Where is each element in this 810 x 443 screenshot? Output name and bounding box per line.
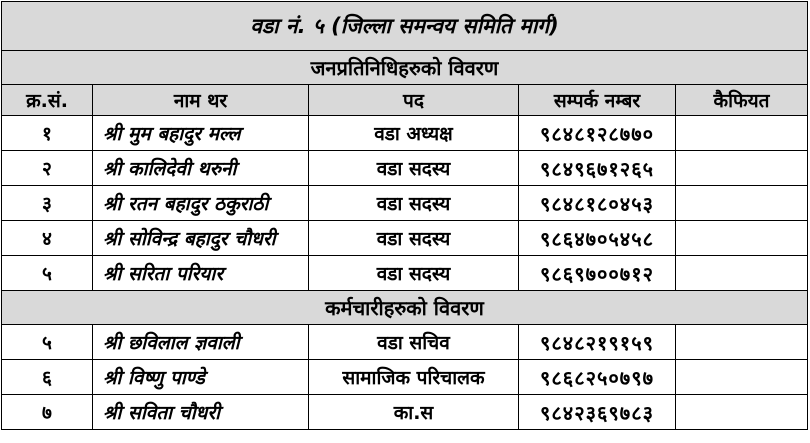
table-row <box>2 221 808 256</box>
cell-name: श्री सविता चौधरी <box>93 395 309 430</box>
cell-post: वडा सचिव <box>309 325 519 360</box>
column-header-remarks: कैफियत <box>676 85 808 116</box>
cell-sn: २ <box>2 151 93 186</box>
table-row <box>2 395 808 430</box>
table-row <box>2 116 808 151</box>
cell-remarks <box>676 395 808 430</box>
section-title-staff: कर्मचारीहरुको विवरण <box>2 291 808 325</box>
cell-phone: ९८६९७००७१२ <box>519 256 676 291</box>
cell-name: श्री विष्णु पाण्डे <box>93 360 309 395</box>
section-title-representatives: जनप्रतिनिधिहरुको विवरण <box>2 51 808 85</box>
cell-sn: १ <box>2 116 93 151</box>
cell-sn: ६ <box>2 360 93 395</box>
cell-name: श्री रतन बहादुर ठकुराठी <box>93 186 309 221</box>
cell-remarks <box>676 256 808 291</box>
cell-remarks <box>676 151 808 186</box>
table-row <box>2 151 808 186</box>
section-row-staff <box>2 291 808 325</box>
cell-post: वडा सदस्य <box>309 256 519 291</box>
cell-post: वडा सदस्य <box>309 186 519 221</box>
cell-name: श्री सोविन्द्र बहादुर चौधरी <box>93 221 309 256</box>
table-row <box>2 256 808 291</box>
cell-post: का.स <box>309 395 519 430</box>
table-row <box>2 360 808 395</box>
cell-sn: ४ <box>2 221 93 256</box>
document-title: वडा नं. ५ (जिल्ला समन्वय समिति मार्ग) <box>2 2 808 51</box>
cell-sn: ७ <box>2 395 93 430</box>
cell-sn: ५ <box>2 256 93 291</box>
cell-phone: ९८४२३६९७८३ <box>519 395 676 430</box>
table-row <box>2 186 808 221</box>
cell-name: श्री सरिता परियार <box>93 256 309 291</box>
cell-sn: ५ <box>2 325 93 360</box>
cell-phone: ९८६४७०५४५८ <box>519 221 676 256</box>
cell-remarks <box>676 221 808 256</box>
cell-remarks <box>676 116 808 151</box>
column-header-phone: सम्पर्क नम्बर <box>519 85 676 116</box>
column-header-sn: क्र.सं. <box>2 85 93 116</box>
cell-post: वडा सदस्य <box>309 221 519 256</box>
cell-sn: ३ <box>2 186 93 221</box>
cell-phone: ९८४८१८०४५३ <box>519 186 676 221</box>
cell-name: श्री मुम बहादुर मल्ल <box>93 116 309 151</box>
cell-post: सामाजिक परिचालक <box>309 360 519 395</box>
title-row <box>2 2 808 51</box>
cell-phone: ९८४८२१९१५९ <box>519 325 676 360</box>
cell-name: श्री कालिदेवी थरुनी <box>93 151 309 186</box>
cell-phone: ९८६८२५०७९७ <box>519 360 676 395</box>
cell-name: श्री छविलाल ज्ञवाली <box>93 325 309 360</box>
cell-post: वडा सदस्य <box>309 151 519 186</box>
column-header-post: पद <box>309 85 519 116</box>
cell-phone: ९८४९६७१२६५ <box>519 151 676 186</box>
cell-remarks <box>676 325 808 360</box>
cell-remarks <box>676 360 808 395</box>
ward-details-table <box>1 1 808 430</box>
cell-remarks <box>676 186 808 221</box>
cell-post: वडा अध्यक्ष <box>309 116 519 151</box>
cell-phone: ९८४८१२८७७० <box>519 116 676 151</box>
column-header-name: नाम थर <box>93 85 309 116</box>
section-row-representatives <box>2 51 808 85</box>
header-row <box>2 85 808 116</box>
table-row <box>2 325 808 360</box>
